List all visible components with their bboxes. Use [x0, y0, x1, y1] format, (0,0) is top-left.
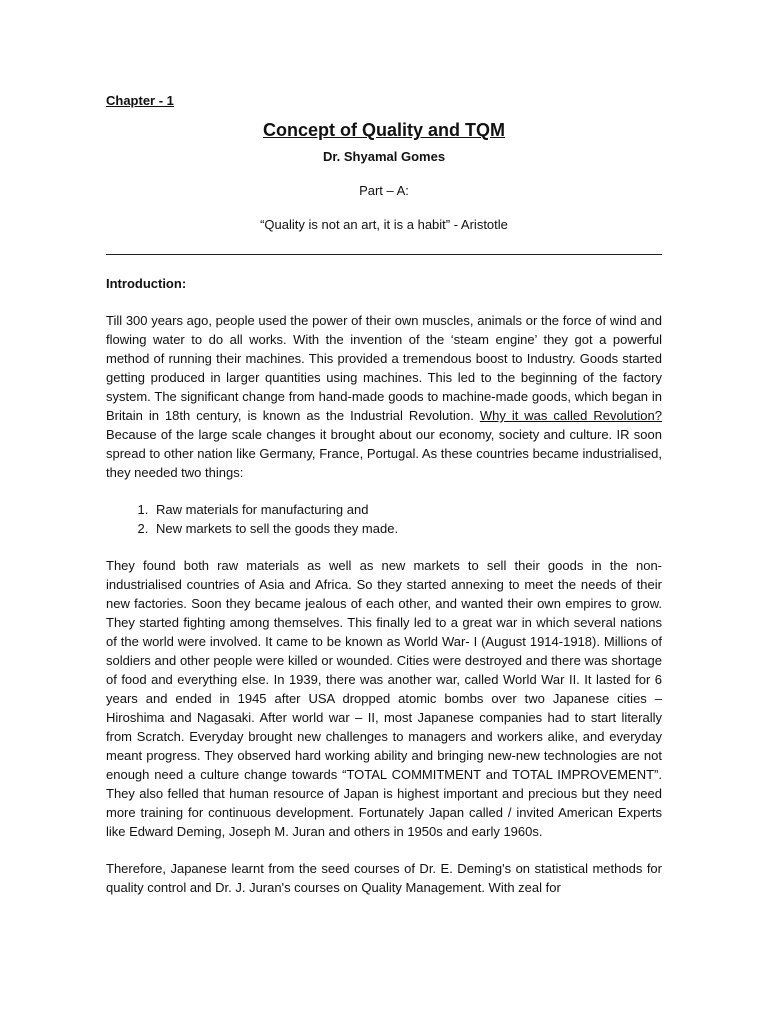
- part-label: Part – A:: [359, 183, 409, 198]
- horizontal-divider: [106, 254, 662, 255]
- chapter-label: Chapter - 1: [106, 93, 174, 108]
- introduction-heading: Introduction:: [106, 276, 187, 291]
- epigraph-quote: “Quality is not an art, it is a habit” - Aristotle: [260, 217, 508, 232]
- paragraph-2: They found both raw materials as well as new markets to sell their goods in the non-industrialised countries of Asia and Africa. So they started annexing to meet the needs of their new factories. Soon they became jealous of each other, and wanted their own empires to grow. They started fighting among themselves. This finally led to a great war in which several nations of the world were involved. It came to be known as World War- I (August 1914-1918). Millions of soldiers and other people were killed or wounded. Cities were destroyed and there was shortage of food and everything else. In 1939, there was another war, called World War II. It lasted for 6 years and ended in 1945 after USA dropped atomic bombs over two Japanese cities – Hiroshima and Nagasaki. After world war – II, most Japanese companies had to start literally from Scratch. Everyday brought new challenges to managers and workers alike, and everyday meant progress. They observed hard working ability and bringing new-new technologies are not enough need a culture change towards “TOTAL COMMITMENT and TOTAL IMPROVEMENT”. They also felled that human resource of Japan is highest important and precious but they need more training for continuous development. Fortunately Japan called / invited American Experts like Edward Deming, Joseph M. Juran and others in 1950s and early 1960s.: [106, 558, 662, 839]
- revolution-question: Why it was called Revolution?: [479, 408, 662, 423]
- paragraph-1: [106, 311, 662, 482]
- paragraph-1-text-end: Because of the large scale changes it brought about our economy, society and culture. IR soon spread to other nation like Germany, France, Portugal. As these countries became industrialised, they needed two things:: [106, 427, 662, 480]
- document-title: Concept of Quality and TQM: [263, 120, 505, 140]
- needs-list: [106, 500, 662, 538]
- paragraph-3: Therefore, Japanese learnt from the seed courses of Dr. E. Deming's on statistical methods for quality control and Dr. J. Juran's courses on Quality Management. With zeal for: [106, 861, 662, 895]
- author-name: Dr. Shyamal Gomes: [322, 149, 446, 164]
- list-item: 2. New markets to sell the goods they made.: [152, 519, 662, 538]
- paragraph-1-text-start: Till 300 years ago, people used the power of their own muscles, animals or the force of wind and flowing water to do all works. With the invention of the ‘steam engine’ they got a powerful method of running their machines. This provided a tremendous boost to Industry. Goods started getting produced in larger quantities using machines. This led to the beginning of the factory system. The significant change from hand-made goods to machine-made goods, which began in Britain in 18th century, is known as the Industrial Revolution.: [106, 313, 662, 423]
- list-item: 1. Raw materials for manufacturing and: [152, 500, 662, 519]
